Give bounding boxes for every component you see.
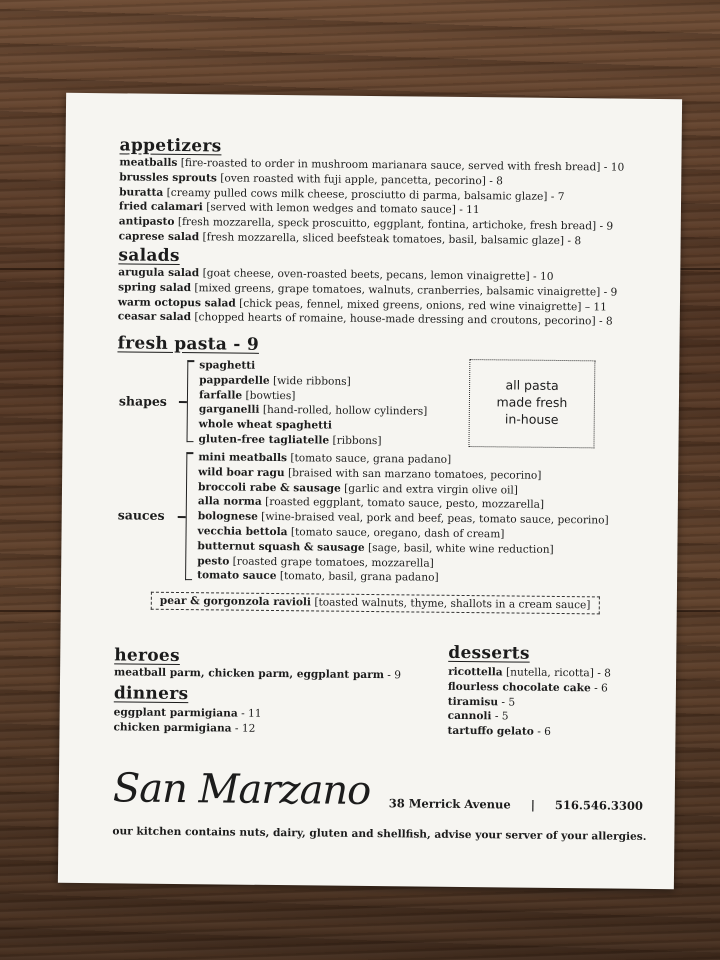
- phone-number: 516.546.3300: [554, 797, 644, 813]
- pasta-heading: fresh pasta - 9: [117, 333, 260, 355]
- desserts-list: [447, 665, 611, 741]
- desserts-heading: desserts: [448, 642, 530, 664]
- menu-item: pesto [roasted grape tomatoes, mozzarella]: [197, 554, 434, 570]
- menu-item: pappardelle [wide ribbons]: [199, 374, 351, 388]
- fresh-pasta-note: [468, 359, 595, 448]
- menu-item: antipasto [fresh mozzarella, speck proscuitto, eggplant, fontina, artichoke, fresh bread] - 9: [118, 215, 614, 233]
- menu-item: buratta [creamy pulled cows milk cheese, prosciutto di parma, balsamic glaze] - 7: [119, 185, 565, 203]
- menu-item: broccoli rabe & sausage [garlic and extra virgin olive oil]: [197, 480, 519, 497]
- menu-sheet: [58, 93, 682, 889]
- menu-item: ricottella [nutella, ricotta] - 8: [448, 665, 612, 680]
- note-line: all pasta: [505, 377, 559, 393]
- heroes-list: [114, 665, 401, 683]
- ravioli-special-box: [151, 592, 600, 615]
- sauces-label: sauces: [117, 507, 165, 523]
- menu-item: tiramisu - 5: [447, 695, 516, 709]
- appetizers-heading: appetizers: [119, 135, 222, 157]
- menu-item: meatballs [fire-roasted to order in mushroom marianara sauce, served with fresh bread] - 10: [119, 156, 625, 174]
- ravioli-name: pear & gorgonzola ravioli: [159, 594, 312, 609]
- menu-item: vecchia bettola [tomato sauce, oregano, dash of cream]: [197, 525, 505, 541]
- menu-item: garganelli [hand-rolled, hollow cylinders]: [198, 403, 428, 418]
- menu-item: whole wheat spaghetti: [198, 418, 332, 432]
- menu-item: mini meatballs [tomato sauce, grana padano]: [198, 451, 452, 466]
- shapes-label: shapes: [118, 393, 167, 409]
- menu-item: arugula salad [goat cheese, oven-roasted beets, pecans, lemon vinaigrette] - 10: [118, 266, 554, 283]
- menu-item: spaghetti: [199, 359, 256, 372]
- heroes-heading: heroes: [114, 645, 181, 667]
- menu-item: bolognese [wine-braised veal, pork and beef, peas, tomato sauce, pecorino]: [197, 510, 609, 527]
- salads-heading: salads: [118, 245, 180, 266]
- address: 38 Merrick Avenue: [388, 796, 511, 812]
- dinners-heading: dinners: [113, 683, 189, 705]
- menu-item: eggplant parmigiana - 11: [113, 706, 262, 720]
- menu-item: gluten-free tagliatelle [ribbons]: [198, 433, 382, 448]
- allergy-notice: our kitchen contains nuts, dairy, gluten and shellfish, advise your server of your allergies.: [112, 825, 647, 843]
- appetizers-list: [119, 155, 625, 249]
- note-line: made fresh: [496, 394, 568, 411]
- menu-item: warm octopus salad [chick peas, fennel, mixed greens, onions, red wine vinaigrette] – 11: [117, 295, 607, 314]
- menu-item: farfalle [bowties]: [198, 388, 296, 402]
- menu-item: cannoli - 5: [447, 710, 509, 723]
- menu-item: tartuffo gelato - 6: [447, 725, 552, 739]
- salads-list: [118, 265, 618, 329]
- contact-line: [389, 796, 643, 813]
- san-marzano-logo: San Marzano: [112, 765, 371, 815]
- menu-item: tomato sauce [tomato, basil, grana padano]: [197, 569, 439, 585]
- menu-item: flourless chocolate cake - 6: [447, 680, 608, 695]
- dinners-list: [113, 705, 261, 736]
- menu-item: wild boar ragu [braised with san marzano tomatoes, pecorino]: [198, 465, 542, 482]
- menu-item: alla norma [roasted eggplant, tomato sauce, pesto, mozzarella]: [197, 495, 545, 512]
- menu-item: meatball parm, chicken parm, eggplant parm - 9: [114, 666, 402, 682]
- menu-item: ceasar salad [chopped hearts of romaine, house-made dressing and croutons, pecorino] - 8: [117, 310, 613, 328]
- menu-item: caprese salad [fresh mozzarella, sliced beefsteak tomatoes, basil, balsamic glaze] - 8: [118, 230, 582, 248]
- ravioli-desc: [toasted walnuts, thyme, shallots in a cream sauce]: [310, 596, 591, 612]
- contact-separator: |: [530, 797, 536, 812]
- note-line: in-house: [504, 411, 559, 427]
- sauces-list: [197, 450, 609, 587]
- menu-item: spring salad [mixed greens, grape tomatoes, walnuts, cranberries, balsamic vinaigrette] - 9: [118, 281, 618, 299]
- sauces-brace: [185, 452, 195, 580]
- menu-item: butternut squash & sausage [sage, basil, white wine reduction]: [197, 539, 554, 556]
- menu-item: fried calamari [served with lemon wedges and tomato sauce] - 11: [118, 200, 480, 217]
- menu-item: brussles sprouts [oven roasted with fuji apple, pancetta, pecorino] - 8: [119, 171, 503, 188]
- shapes-list: [198, 358, 427, 449]
- shapes-brace: [187, 360, 197, 442]
- menu-item: chicken parmigiana - 12: [113, 721, 256, 735]
